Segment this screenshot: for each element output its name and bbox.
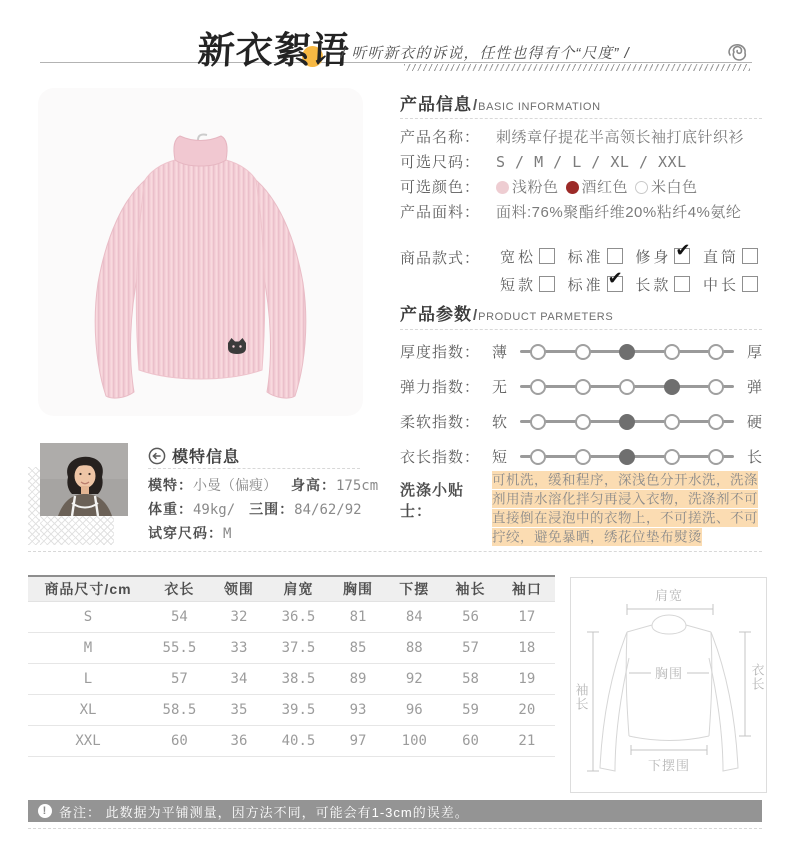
style-option-label: 长款 <box>635 276 672 294</box>
column-header: 衣长 <box>148 576 211 602</box>
column-header: 胸围 <box>330 576 386 602</box>
title-separator: / <box>473 97 478 114</box>
fabric-value: 面料:76%聚酯纤维20%粘纤4%氨纶 <box>496 204 742 221</box>
slider-dot <box>530 414 546 430</box>
measurement-diagram <box>570 577 767 793</box>
style-checkbox[interactable] <box>539 276 555 292</box>
section-divider <box>400 329 762 330</box>
style-checkbox[interactable] <box>742 248 758 264</box>
table-cell: L <box>28 664 148 695</box>
table-cell: 55.5 <box>148 633 211 664</box>
table-header-row <box>28 576 555 602</box>
style-checkbox[interactable] <box>742 276 758 292</box>
slider-track <box>530 378 724 395</box>
slider-label: 弹力指数： <box>400 379 481 396</box>
table-row <box>28 664 555 695</box>
color-option[interactable] <box>496 175 559 200</box>
table-cell: 97 <box>330 726 386 757</box>
color-option[interactable] <box>566 175 629 200</box>
table-cell: 100 <box>386 726 442 757</box>
footer-note-bar <box>28 800 762 822</box>
slider-max-label: 硬 <box>746 414 762 431</box>
table-cell: 37.5 <box>267 633 330 664</box>
slider-dot <box>530 344 546 360</box>
table-cell: 93 <box>330 695 386 726</box>
style-option-label: 标准 <box>567 248 604 266</box>
model-field-label: 试穿尺码： <box>148 525 223 541</box>
slider-dot <box>575 449 591 465</box>
column-header: 袖长 <box>442 576 498 602</box>
size-table-head <box>28 576 555 602</box>
table-cell: 34 <box>211 664 267 695</box>
slider-label: 柔软指数： <box>400 414 481 431</box>
style-checkbox[interactable] <box>674 248 690 264</box>
section-title: 产品参数 <box>400 305 472 324</box>
slider-dot <box>575 414 591 430</box>
index-slider-row <box>400 369 762 404</box>
table-cell: 59 <box>442 695 498 726</box>
model-field-value: 49kg/ <box>193 502 236 518</box>
spiral-icon <box>726 40 748 67</box>
model-info-line <box>148 521 368 545</box>
product-photo <box>38 88 363 416</box>
style-checkbox[interactable] <box>607 276 623 292</box>
slider-dot <box>664 344 680 360</box>
slider-dot <box>619 379 635 395</box>
table-cell: 17 <box>499 602 555 633</box>
table-cell: 85 <box>330 633 386 664</box>
diagram-label-length: 衣长 <box>749 663 765 691</box>
style-option <box>703 274 758 295</box>
slider-dot <box>619 449 635 465</box>
field-label: 可选尺码： <box>400 154 481 171</box>
model-field-value: 小曼（偏瘦） <box>193 478 277 494</box>
model-info-heading <box>148 444 240 467</box>
slider-dot <box>619 414 635 430</box>
table-cell: 92 <box>386 664 442 695</box>
model-info-line <box>148 473 379 497</box>
style-option-label: 直筒 <box>702 248 739 266</box>
circled-left-arrow-icon <box>148 447 166 465</box>
column-header: 领围 <box>211 576 267 602</box>
style-option <box>635 274 690 295</box>
color-name: 浅粉色 <box>512 179 559 196</box>
table-cell: 19 <box>499 664 555 695</box>
table-cell: 35 <box>211 695 267 726</box>
slider-dot <box>575 344 591 360</box>
table-cell: 96 <box>386 695 442 726</box>
slider-track <box>530 448 724 465</box>
mid-page-divider <box>28 551 762 552</box>
slider-dot <box>530 379 546 395</box>
style-option-label: 修身 <box>635 248 672 266</box>
table-cell: S <box>28 602 148 633</box>
table-cell: 20 <box>499 695 555 726</box>
slider-rows <box>400 334 762 474</box>
style-checkbox[interactable] <box>539 248 555 264</box>
field-label: 可选颜色： <box>400 179 481 196</box>
table-row <box>28 633 555 664</box>
table-cell: XXL <box>28 726 148 757</box>
color-swatch <box>566 181 579 194</box>
color-option[interactable] <box>635 175 698 200</box>
diagram-label-shoulder: 肩宽 <box>654 588 684 603</box>
header-slogan: / 听听新衣的诉说，任性也得有个“尺度” / <box>341 45 630 62</box>
table-cell: 60 <box>148 726 211 757</box>
section-title: 产品信息 <box>400 95 472 114</box>
table-cell: 21 <box>499 726 555 757</box>
slider-min-label: 短 <box>492 449 508 466</box>
slider-min-label: 软 <box>492 414 508 431</box>
basic-info-rows <box>400 125 762 225</box>
style-row <box>500 242 758 270</box>
style-checkbox[interactable] <box>607 248 623 264</box>
slider-dot <box>530 449 546 465</box>
color-options <box>496 175 705 200</box>
section-divider <box>400 118 762 119</box>
slider-dot <box>664 449 680 465</box>
color-name: 酒红色 <box>581 179 629 196</box>
sweater-collar <box>174 136 227 166</box>
slider-track <box>530 343 724 360</box>
index-slider-row <box>400 404 762 439</box>
table-cell: 54 <box>148 602 211 633</box>
table-cell: 39.5 <box>267 695 330 726</box>
slider-max-label: 长 <box>746 449 762 466</box>
slider-dot <box>708 344 724 360</box>
title-separator: / <box>473 307 478 324</box>
slider-dot <box>708 379 724 395</box>
table-cell: M <box>28 633 148 664</box>
slider-max-label: 弹 <box>746 379 762 396</box>
column-header: 袖口 <box>499 576 555 602</box>
table-cell: 57 <box>442 633 498 664</box>
diagram-label-sleeve: 袖长 <box>573 683 589 711</box>
exclamation-icon: ! <box>38 804 52 818</box>
table-cell: 81 <box>330 602 386 633</box>
model-lines <box>148 473 379 545</box>
column-header: 商品尺寸/cm <box>28 576 148 602</box>
size-options-value: S / M / L / XL / XXL <box>496 153 687 171</box>
zigzag-texture-left <box>28 467 40 545</box>
slider-dot <box>708 414 724 430</box>
model-field-value: 175cm <box>336 478 379 494</box>
table-cell: 33 <box>211 633 267 664</box>
wash-tip-highlighted: 可机洗，缓和程序，深浅色分开水洗，洗涤剂用清水溶化拌匀再浸入衣物，洗涤剂不可直接倒在浸泡中的衣物上，不可搓洗、不可拧绞，避免暴晒，绣花位垫布熨烫 <box>492 472 758 544</box>
parameters-heading <box>400 300 613 325</box>
style-option <box>500 246 555 267</box>
table-cell: 58.5 <box>148 695 211 726</box>
model-field-value: M <box>223 526 232 542</box>
index-slider-row <box>400 439 762 474</box>
wash-tip-block <box>400 470 766 546</box>
style-option <box>635 246 690 267</box>
size-table-body <box>28 602 555 757</box>
table-cell: 84 <box>386 602 442 633</box>
table-cell: 38.5 <box>267 664 330 695</box>
fabric-row <box>400 200 762 225</box>
style-option-label: 宽松 <box>500 248 537 266</box>
product-info-panel <box>400 88 762 550</box>
header-hatch-pattern <box>404 64 750 71</box>
model-field-label: 三围： <box>249 501 295 517</box>
index-slider-row <box>400 334 762 369</box>
table-cell: 89 <box>330 664 386 695</box>
model-photo <box>40 443 128 516</box>
basic-info-heading <box>400 90 601 115</box>
color-name: 米白色 <box>651 179 698 196</box>
style-checkbox[interactable] <box>674 276 690 292</box>
style-options-block <box>400 242 758 298</box>
footer-note-text: 备注： 此数据为平铺测量，因方法不同，可能会有1-3cm的误差。 <box>59 804 469 820</box>
table-cell: 18 <box>499 633 555 664</box>
color-swatch <box>635 181 648 194</box>
style-option <box>568 274 623 295</box>
style-option <box>500 274 555 295</box>
table-cell: 32 <box>211 602 267 633</box>
style-option <box>568 246 623 267</box>
slider-label: 厚度指数： <box>400 344 481 361</box>
wash-tip-label: 洗涤小贴士： <box>400 482 465 520</box>
model-field-label: 模特： <box>148 477 193 493</box>
column-header: 肩宽 <box>267 576 330 602</box>
table-cell: 56 <box>442 602 498 633</box>
slider-dot <box>575 379 591 395</box>
style-option-label: 标准 <box>567 276 604 294</box>
table-row <box>28 695 555 726</box>
bottom-divider <box>28 828 762 829</box>
table-row <box>28 726 555 757</box>
table-cell: 58 <box>442 664 498 695</box>
style-option-label: 短款 <box>500 276 537 294</box>
slider-dot <box>708 449 724 465</box>
slider-dot <box>664 379 680 395</box>
table-cell: 40.5 <box>267 726 330 757</box>
product-name-value: 刺绣章仔提花半高领长袖打底针织衫 <box>496 129 745 146</box>
section-title-en: PRODUCT PARMETERS <box>478 311 614 323</box>
model-info-line <box>148 497 368 521</box>
slider-max-label: 厚 <box>746 344 762 361</box>
field-label: 产品面料： <box>400 204 481 221</box>
table-cell: 36 <box>211 726 267 757</box>
color-options-row <box>400 175 762 200</box>
wash-tip-text <box>492 470 766 546</box>
model-field-label: 体重： <box>148 501 193 517</box>
field-label: 产品名称： <box>400 129 481 146</box>
model-info-title: 模特信息 <box>172 449 241 466</box>
slider-track <box>530 413 724 430</box>
product-name-row <box>400 125 762 150</box>
style-rows <box>500 242 758 298</box>
style-option-label: 中长 <box>702 276 739 294</box>
slider-dot <box>619 344 635 360</box>
brand-logo: 新衣絮语 <box>196 30 351 71</box>
slider-dot <box>664 414 680 430</box>
table-row <box>28 602 555 633</box>
table-cell: XL <box>28 695 148 726</box>
style-options-label: 商品款式： <box>400 250 481 267</box>
table-cell: 88 <box>386 633 442 664</box>
zigzag-texture-bottom <box>40 516 114 545</box>
section-title-en: BASIC INFORMATION <box>478 101 601 113</box>
model-field-label: 身高： <box>291 477 336 493</box>
column-header: 下摆 <box>386 576 442 602</box>
color-swatch <box>496 181 509 194</box>
table-cell: 60 <box>442 726 498 757</box>
slider-min-label: 薄 <box>492 344 508 361</box>
model-field-value: 84/62/92 <box>294 502 362 518</box>
diagram-label-hem: 下摆围 <box>647 758 691 773</box>
model-info-divider <box>148 468 360 469</box>
style-row <box>500 270 758 298</box>
size-table <box>28 575 555 757</box>
slider-min-label: 无 <box>492 379 508 396</box>
style-option <box>703 246 758 267</box>
table-cell: 36.5 <box>267 602 330 633</box>
table-cell: 57 <box>148 664 211 695</box>
slider-label: 衣长指数： <box>400 449 481 466</box>
diagram-label-chest: 胸围 <box>654 666 684 681</box>
size-options-row <box>400 150 762 175</box>
